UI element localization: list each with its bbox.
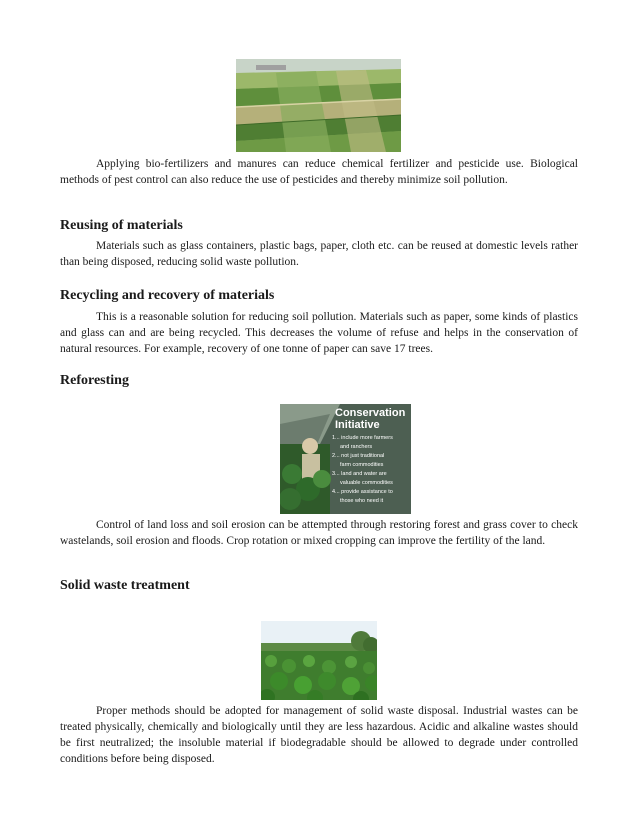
poster-item: those who need it xyxy=(340,498,384,504)
poster-item: valuable commodities xyxy=(340,480,393,486)
paragraph-solid-waste: Proper methods should be adopted for management of solid waste disposal. Industrial wastes can be treated physically, chemically and biologically until they are less hazardous. Acidic and alkaline wastes should be first neutralized; the insoluble material if biodegradable should be allowed to degrade under controlled conditions before being disposed. xyxy=(60,705,578,765)
crop-field-image xyxy=(261,621,377,700)
paragraph-reusing: Materials such as glass containers, plastic bags, paper, cloth etc. can be reused at domestic levels rather than being disposed, reducing solid waste pollution. xyxy=(60,240,578,268)
poster-item: 3... land and water are xyxy=(332,471,387,477)
poster-item: 2... not just traditional xyxy=(332,453,385,459)
poster-item: 4... provide assistance to xyxy=(332,489,393,495)
paragraph-biofertilizers: Applying bio-fertilizers and manures can reduce chemical fertilizer and pesticide use. Biological methods of pest control can also reduce the use of pesticides and thereby minimize soil pollution. xyxy=(60,158,578,186)
poster-title xyxy=(335,407,405,431)
poster-item: and ranchers xyxy=(340,444,373,450)
heading-solid-waste-treatment: Solid waste treatment xyxy=(60,578,190,593)
poster-title-line2: Initiative xyxy=(335,419,380,431)
paragraph-recycling: This is a reasonable solution for reducing soil pollution. Materials such as paper, some kinds of plastics and glass can and are being recycled. This decreases the volume of refuse and helps in the conservation of natural resources. For example, recovery of one tonne of paper can save 17 trees. xyxy=(60,311,578,355)
poster-title-line1: Conservation xyxy=(335,407,406,419)
paragraph-reforesting: Control of land loss and soil erosion can be attempted through restoring forest and grass cover to check wastelands, soil erosion and floods. Crop rotation or mixed cropping can improve the fertility of the land. xyxy=(60,519,578,547)
poster-list xyxy=(332,434,393,506)
heading-reusing-materials: Reusing of materials xyxy=(60,218,183,233)
poster-item: 1... include more farmers xyxy=(332,435,393,441)
conservation-initiative-image xyxy=(280,404,411,514)
aerial-farmland-image xyxy=(236,59,401,152)
heading-reforesting: Reforesting xyxy=(60,373,129,388)
poster-item: farm commodities xyxy=(340,462,384,468)
heading-recycling-recovery: Recycling and recovery of materials xyxy=(60,288,275,303)
